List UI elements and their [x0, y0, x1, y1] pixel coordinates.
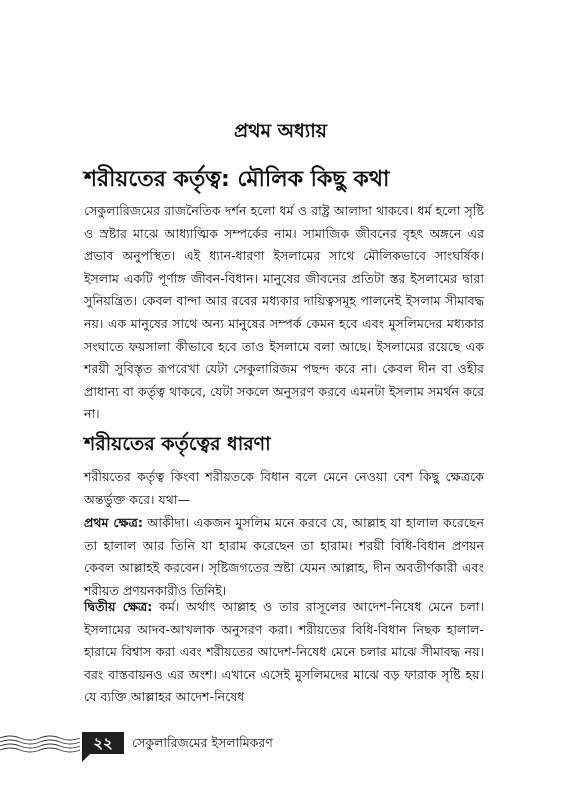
- intro-paragraph: শরীয়তের কর্তৃত্ব কিংবা শরীয়তকে বিধান বলে মেনে নেওয়া বেশ কিছু ক্ষেত্রকে অন্তর্ভুক্ত করে। যথা—: [84, 469, 484, 507]
- wave-ornament-icon: [0, 732, 82, 756]
- chapter-heading: প্রথম অধ্যায়: [234, 120, 327, 142]
- page-footer: [0, 732, 561, 756]
- item-lead: দ্বিতীয় ক্ষেত্র:: [84, 599, 153, 614]
- item-text: আকীদা। একজন মুসলিম মনে করবে যে, আল্লাহ যা হালাল করেছেন তা হালাল আর তিনি যা হারাম করেছেন তা হারাম। শরয়ী বিধি-বিধান প্রণয়ন কেবল আল্লাহই করবেন। সৃষ্টিজগতের স্রষ্টা যেমন আল্লাহ, দীন অবতীর্ণকারী এবং শরীয়ত প্রণয়নকারীও তিনিই।: [84, 515, 484, 598]
- item-lead: প্রথম ক্ষেত্র:: [84, 515, 143, 530]
- book-title: সেকুলারিজমের ইসলামিকরণ: [132, 735, 273, 750]
- list-item-second: [84, 596, 484, 709]
- section-title: শরীয়তের কর্তৃত্ব: মৌলিক কিছু কথা: [84, 167, 390, 192]
- page-number: ২২: [82, 732, 124, 754]
- item-text: কর্ম। অর্থাৎ আল্লাহ ও তার রাসূলের আদেশ-নিষেধ মেনে চলা। ইসলামের আদব-আখলাক অনুসরণ করা। শরীয়তের বিধি-বিধান নিছক হালাল-হারামে বিশ্বাস করা এবং শরীয়তের আদেশ-নিষেধ মেনে চলার মাঝে সীমাবদ্ধ নয়। বরং বাস্তবায়নও এর অংশ। এখানে এসেই মুসলিমদের মাঝে বড় ফারাক সৃষ্টি হয়। যে ব্যক্তি আল্লাহর আদেশ-নিষেধ: [84, 599, 485, 705]
- body-paragraph: সেকুলারিজমের রাজনৈতিক দর্শন হলো ধর্ম ও রাষ্ট্র আলাদা থাকবে। ধর্ম হলো সৃষ্টি ও স্রষ্টার মাঝে আধ্যাত্মিক সম্পর্কের নাম। সামাজিক জীবনের বৃহৎ অঙ্গনে এর প্রভাব অনুপস্থিত। এই ধ্যান-ধারণা ইসলামের সাথে মৌলিকভাবে সাংঘর্ষিক। ইসলাম একটি পূর্ণাঙ্গ জীবন-বিধান। মানুষের জীবনের প্রতিটা স্তর ইসলামের দ্বারা সুনিয়ন্ত্রিত। কেবল বান্দা আর রবের মধ্যকার দায়িত্বসমূহ পালনেই ইসলাম সীমাবদ্ধ নয়। এক মানুষের সাথে অন্য মানুষের সম্পর্ক কেমন হবে এবং মুসলিমদের মধ্যকার সংঘাতে ফয়সালা কীভাবে হবে তাও ইসলামে বলা আছে। ইসলামের রয়েছে এক শরয়ী সুবিস্তৃত রূপরেখা যেটা সেকুলারিজম পছন্দ করে না। কেবল দীন বা ওহীর প্রাধান্য বা কর্তৃত্ব থাকবে, যেটা সকলে অনুসরণ করবে এমনটা ইসলাম সমর্থন করে না।: [84, 203, 484, 422]
- subsection-title: শরীয়তের কর্তৃত্বের ধারণা: [84, 433, 271, 455]
- list-item-first: [84, 512, 484, 602]
